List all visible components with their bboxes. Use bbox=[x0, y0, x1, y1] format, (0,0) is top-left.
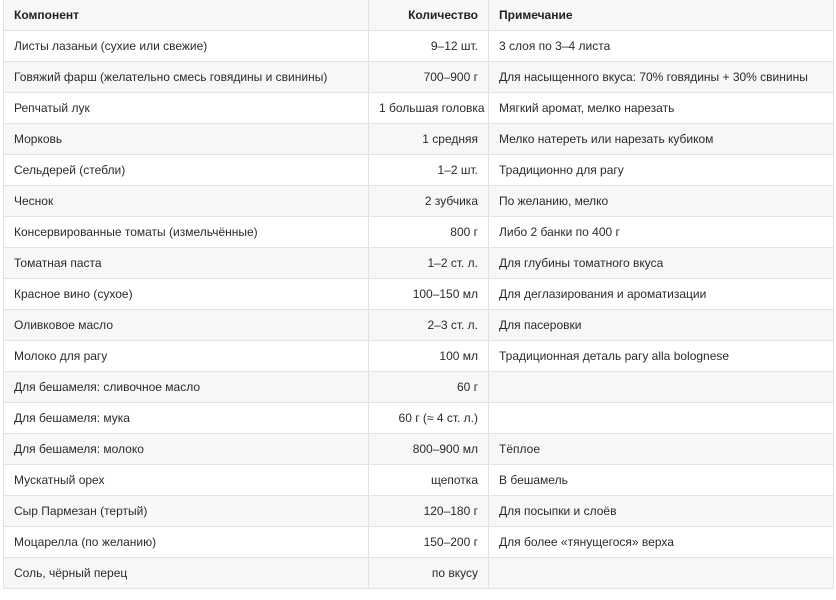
cell-quantity: 1–2 ст. л. bbox=[369, 248, 489, 279]
cell-quantity: 800 г bbox=[369, 217, 489, 248]
cell-note: Для глубины томатного вкуса bbox=[489, 248, 834, 279]
cell-component: Мускатный орех bbox=[4, 465, 369, 496]
cell-quantity: 100–150 мл bbox=[369, 279, 489, 310]
table-row bbox=[4, 93, 834, 124]
cell-component: Для бешамеля: сливочное масло bbox=[4, 372, 369, 403]
cell-component: Моцарелла (по желанию) bbox=[4, 527, 369, 558]
cell-component: Сыр Пармезан (тертый) bbox=[4, 496, 369, 527]
header-note: Примечание bbox=[489, 0, 834, 31]
cell-component: Красное вино (сухое) bbox=[4, 279, 369, 310]
cell-component: Для бешамеля: мука bbox=[4, 403, 369, 434]
table-row bbox=[4, 496, 834, 527]
cell-note bbox=[489, 558, 834, 589]
header-component: Компонент bbox=[4, 0, 369, 31]
table-row bbox=[4, 248, 834, 279]
cell-note: Для деглазирования и ароматизации bbox=[489, 279, 834, 310]
cell-note: Тёплое bbox=[489, 434, 834, 465]
cell-quantity: щепотка bbox=[369, 465, 489, 496]
table-row bbox=[4, 279, 834, 310]
cell-component: Сельдерей (стебли) bbox=[4, 155, 369, 186]
cell-note: Традиционная деталь рагу alla bolognese bbox=[489, 341, 834, 372]
ingredients-table bbox=[3, 0, 834, 589]
cell-quantity: 60 г bbox=[369, 372, 489, 403]
table-row bbox=[4, 186, 834, 217]
cell-quantity: 2–3 ст. л. bbox=[369, 310, 489, 341]
cell-quantity: 60 г (≈ 4 ст. л.) bbox=[369, 403, 489, 434]
cell-note: Традиционно для рагу bbox=[489, 155, 834, 186]
table-row bbox=[4, 62, 834, 93]
cell-note bbox=[489, 372, 834, 403]
table-row bbox=[4, 310, 834, 341]
cell-component: Репчатый лук bbox=[4, 93, 369, 124]
table-row bbox=[4, 31, 834, 62]
cell-note: В бешамель bbox=[489, 465, 834, 496]
cell-component: Для бешамеля: молоко bbox=[4, 434, 369, 465]
cell-note bbox=[489, 403, 834, 434]
table-row bbox=[4, 217, 834, 248]
header-row bbox=[4, 0, 834, 31]
cell-note: 3 слоя по 3–4 листа bbox=[489, 31, 834, 62]
table-row bbox=[4, 124, 834, 155]
cell-quantity: 100 мл bbox=[369, 341, 489, 372]
table-row bbox=[4, 558, 834, 589]
table-body bbox=[4, 31, 834, 589]
cell-component: Оливковое масло bbox=[4, 310, 369, 341]
cell-quantity: 9–12 шт. bbox=[369, 31, 489, 62]
header-quantity: Количество bbox=[369, 0, 489, 31]
cell-component: Соль, чёрный перец bbox=[4, 558, 369, 589]
table-row bbox=[4, 155, 834, 186]
ingredients-table-container bbox=[3, 0, 833, 589]
cell-quantity: 1 средняя bbox=[369, 124, 489, 155]
cell-quantity: 120–180 г bbox=[369, 496, 489, 527]
cell-note: Для насыщенного вкуса: 70% говядины + 30% свинины bbox=[489, 62, 834, 93]
cell-quantity: 1–2 шт. bbox=[369, 155, 489, 186]
cell-note: Для пасеровки bbox=[489, 310, 834, 341]
cell-quantity: 700–900 г bbox=[369, 62, 489, 93]
table-row bbox=[4, 372, 834, 403]
cell-quantity: 1 большая головка bbox=[369, 93, 489, 124]
cell-note: По желанию, мелко bbox=[489, 186, 834, 217]
cell-quantity: 2 зубчика bbox=[369, 186, 489, 217]
cell-component: Говяжий фарш (желательно смесь говядины и свинины) bbox=[4, 62, 369, 93]
cell-note: Для более «тянущегося» верха bbox=[489, 527, 834, 558]
cell-note: Мягкий аромат, мелко нарезать bbox=[489, 93, 834, 124]
cell-component: Консервированные томаты (измельчённые) bbox=[4, 217, 369, 248]
table-row bbox=[4, 403, 834, 434]
cell-note: Мелко натереть или нарезать кубиком bbox=[489, 124, 834, 155]
table-row bbox=[4, 434, 834, 465]
table-row bbox=[4, 527, 834, 558]
cell-component: Молоко для рагу bbox=[4, 341, 369, 372]
cell-component: Морковь bbox=[4, 124, 369, 155]
cell-component: Томатная паста bbox=[4, 248, 369, 279]
table-row bbox=[4, 465, 834, 496]
cell-component: Чеснок bbox=[4, 186, 369, 217]
cell-note: Для посыпки и слоёв bbox=[489, 496, 834, 527]
cell-quantity: 150–200 г bbox=[369, 527, 489, 558]
cell-quantity: по вкусу bbox=[369, 558, 489, 589]
table-header bbox=[4, 0, 834, 31]
cell-quantity: 800–900 мл bbox=[369, 434, 489, 465]
cell-note: Либо 2 банки по 400 г bbox=[489, 217, 834, 248]
table-row bbox=[4, 341, 834, 372]
cell-component: Листы лазаньи (сухие или свежие) bbox=[4, 31, 369, 62]
